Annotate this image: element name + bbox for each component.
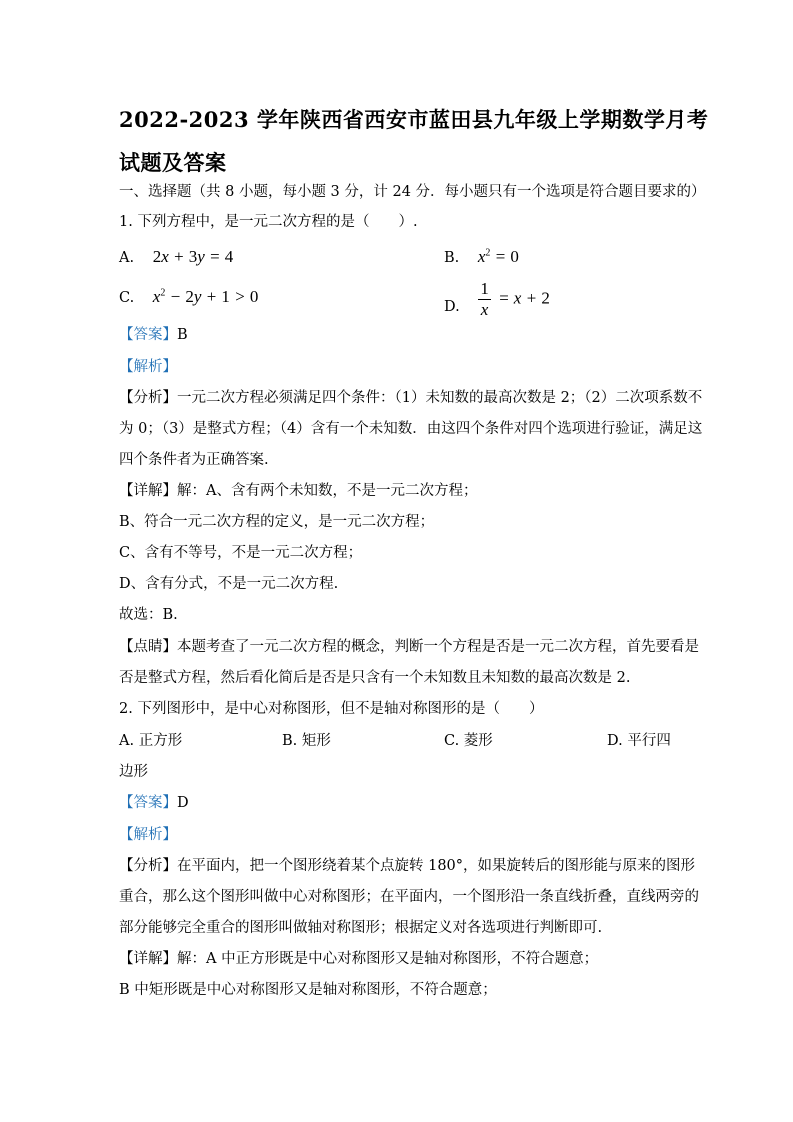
fenxi-text: 在平面内，把一个图形绕着某个点旋转 180°，如果旋转后的图形能与原来的图形 xyxy=(177,858,696,874)
analysis-tag: 【解析】 xyxy=(119,827,177,843)
q1-answer xyxy=(119,325,188,345)
q1-guxuan: 故选：B. xyxy=(119,607,178,623)
q2-option-a: A. 正方形 xyxy=(119,733,183,749)
q1-dianjing-line2: 否是整式方程，然后看化简后是否是只含有一个未知数且未知数的最高次数是 2. xyxy=(119,670,631,686)
q1-stem: 1. 下列方程中，是一元二次方程的是（ ）. xyxy=(119,214,418,230)
xiangjie-tag: 【详解】 xyxy=(119,951,177,967)
fenxi-tag: 【分析】 xyxy=(119,858,177,874)
q1-option-a-label: A. xyxy=(119,250,135,266)
q1-option-b-formula: $x^2 = 0$ xyxy=(477,247,519,266)
q1-fenxi-line1 xyxy=(119,388,702,408)
analysis-tag: 【解析】 xyxy=(119,359,177,375)
document-title-line2: 试题及答案 xyxy=(119,150,227,175)
q1-option-d-formula: $\frac{1}{x}$ = x + 2 xyxy=(480,279,550,319)
q1-analysis-heading xyxy=(119,357,177,377)
q2-option-c: C. 菱形 xyxy=(444,733,493,749)
dianjing-tag: 【点睛】 xyxy=(119,639,177,655)
fenxi-tag: 【分析】 xyxy=(119,390,177,406)
xiangjie-tag: 【详解】 xyxy=(119,483,177,499)
answer-tag: 【答案】 xyxy=(119,327,177,343)
q2-option-b: B. 矩形 xyxy=(282,733,331,749)
dianjing-text: 本题考查了一元二次方程的概念，判断一个方程是否是一元二次方程，首先要看是 xyxy=(177,639,699,655)
section-heading: 一、选择题（共 8 小题，每小题 3 分，计 24 分．每小题只有一个选项是符合题目要求的） xyxy=(119,184,706,200)
q1-fenxi-line2: 为 0；（3）是整式方程；（4）含有一个未知数．由这四个条件对四个选项进行验证，满足这 xyxy=(119,421,703,437)
q1-option-c-formula: $x^2 - 2y + 1 > 0$ xyxy=(152,287,259,306)
q2-option-d: D. 平行四 xyxy=(607,733,671,749)
q1-option-d xyxy=(444,279,550,320)
q2-stem: 2. 下列图形中，是中心对称图形，但不是轴对称图形的是（ ） xyxy=(119,701,544,717)
q1-option-c xyxy=(119,287,258,308)
q1-xiangjie-line4: D、含有分式，不是一元二次方程. xyxy=(119,576,339,592)
q2-answer xyxy=(119,793,189,813)
q2-option-d-continued: 边形 xyxy=(119,764,148,780)
q1-option-b xyxy=(444,247,519,268)
q1-xiangjie-line3: C、含有不等号，不是一元二次方程； xyxy=(119,545,363,561)
q1-option-c-label: C. xyxy=(119,290,135,306)
answer-value: B xyxy=(177,327,188,343)
q2-xiangjie-line2: B 中矩形既是中心对称图形又是轴对称图形，不符合题意； xyxy=(119,982,497,998)
q1-option-a xyxy=(119,247,233,268)
xiangjie-text: 解：A、含有两个未知数，不是一元二次方程； xyxy=(177,483,478,499)
q2-fenxi-line3: 部分能够完全重合的图形叫做轴对称图形；根据定义对各选项进行判断即可. xyxy=(119,920,603,936)
q1-option-a-formula: 2x + 3y = 4 xyxy=(152,247,234,266)
xiangjie-text: 解：A 中正方形既是中心对称图形又是轴对称图形，不符合题意； xyxy=(177,951,599,967)
answer-tag: 【答案】 xyxy=(119,795,177,811)
q1-xiangjie-line1 xyxy=(119,481,477,501)
fenxi-text: 一元二次方程必须满足四个条件：（1）未知数的最高次数是 2；（2）二次项系数不 xyxy=(177,390,703,406)
q2-fenxi-line1 xyxy=(119,856,695,876)
q1-dianjing-line1 xyxy=(119,637,699,657)
q2-xiangjie-line1 xyxy=(119,949,598,969)
q2-fenxi-line2: 重合，那么这个图形叫做中心对称图形；在平面内，一个图形沿一条直线折叠，直线两旁的 xyxy=(119,889,699,905)
document-title-line1: 2022-2023 学年陕西省西安市蓝田县九年级上学期数学月考 xyxy=(119,107,709,132)
q1-option-d-label: D. xyxy=(444,299,460,316)
q1-fenxi-line3: 四个条件者为正确答案. xyxy=(119,452,269,468)
q1-option-b-label: B. xyxy=(444,250,460,266)
answer-value: D xyxy=(177,795,189,811)
q1-xiangjie-line2: B、符合一元二次方程的定义，是一元二次方程； xyxy=(119,514,435,530)
q2-analysis-heading xyxy=(119,825,177,845)
